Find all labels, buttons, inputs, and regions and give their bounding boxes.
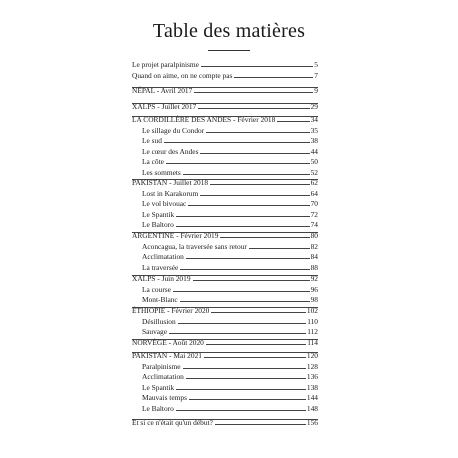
toc-entry-label: PAKISTAN - Mai 2021 <box>132 351 202 360</box>
toc-page-number: 92 <box>310 274 318 283</box>
toc-page-number: 128 <box>306 361 318 371</box>
toc-entry-label: PAKISTAN - Juillet 2018 <box>132 178 209 187</box>
toc-page-number: 74 <box>310 220 318 229</box>
toc-leader-line <box>164 142 310 143</box>
toc-leader-line <box>277 121 309 122</box>
toc-subentry[interactable] <box>142 263 318 272</box>
toc-page-number: 120 <box>306 351 318 360</box>
toc-page-number: 84 <box>310 252 318 261</box>
toc-page-number: 35 <box>310 125 318 135</box>
toc-page-number: 34 <box>310 115 318 124</box>
toc-subentry[interactable] <box>142 126 318 135</box>
toc-leader-line <box>166 163 310 164</box>
toc-entry-label: Lost in Karakorum <box>142 188 199 198</box>
toc-leader-line <box>249 248 310 249</box>
toc-page-number: 138 <box>306 382 318 392</box>
toc-leader-line <box>220 237 309 238</box>
toc-leader-line <box>169 333 306 334</box>
toc-page-number: 64 <box>310 188 318 198</box>
toc-subentry[interactable] <box>142 136 318 145</box>
toc-leader-line <box>188 205 309 206</box>
toc-entry-label: Désillusion <box>142 316 176 326</box>
toc-leader-line <box>176 226 310 227</box>
toc-entry-label: NORVÈGE - Août 2020 <box>132 338 204 347</box>
toc-leader-line <box>186 258 310 259</box>
toc-entry[interactable] <box>132 274 318 283</box>
toc-leader-line <box>210 184 309 185</box>
page-title: Table des matières <box>152 20 306 42</box>
toc-entry-label: Le Baltoro <box>142 220 174 229</box>
toc-entry[interactable] <box>132 71 318 80</box>
toc-entry[interactable] <box>132 351 318 360</box>
toc-subentry[interactable] <box>142 393 318 402</box>
toc-entry-label: Le Spantik <box>142 382 175 392</box>
toc-entry-label: Le Baltoro <box>142 403 174 413</box>
toc-page-number: 148 <box>306 403 318 413</box>
toc-leader-line <box>176 389 306 390</box>
toc-entry-label: Mont-Blanc <box>142 295 178 304</box>
toc-entry-label: Et si ce n'était qu'un début? <box>132 418 213 427</box>
toc-entry-label: Quand on aime, on ne compte pas <box>132 70 233 80</box>
toc-entry-label: Le sillage du Condor <box>142 125 205 135</box>
toc-entry[interactable] <box>132 231 318 240</box>
toc-entry[interactable] <box>132 102 318 111</box>
toc-entry-label: Le vol bivouac <box>142 199 187 208</box>
toc-page-number: 62 <box>310 178 318 187</box>
toc-page-number: 52 <box>310 167 318 177</box>
toc-entry-label: Le projet paralpinisme <box>132 60 199 69</box>
toc-page-number: 80 <box>310 231 318 240</box>
toc-leader-line <box>215 424 306 425</box>
toc-entry[interactable] <box>132 178 318 187</box>
toc-entry-label: ÉTHIOPIE - Février 2020 <box>132 306 210 315</box>
toc-page-number: 96 <box>310 284 318 294</box>
toc-entry[interactable] <box>132 115 318 124</box>
title-underline <box>208 50 250 51</box>
toc-subentry[interactable] <box>142 199 318 208</box>
toc-leader-line <box>200 153 309 154</box>
toc-leader-line <box>206 344 306 345</box>
toc-page-number: 98 <box>310 295 318 304</box>
toc-subentry[interactable] <box>142 252 318 261</box>
toc-entry-label: Acclimatation <box>142 252 184 261</box>
toc-entry-label: Les sommets <box>142 167 181 177</box>
toc-entry-label: Le Spantik <box>142 209 175 219</box>
toc-page-number: 7 <box>314 70 318 80</box>
toc-subentry[interactable] <box>142 372 318 381</box>
toc-leader-line <box>201 66 313 67</box>
toc-leader-line <box>186 378 306 379</box>
toc-page-number: 44 <box>310 146 318 156</box>
toc-subentry[interactable] <box>142 210 318 219</box>
toc-entry-label: LA CORDILLÈRE DES ANDES - Février 2018 <box>132 115 276 124</box>
toc-entry-label: Aconcagua, la traversée sans retour <box>142 241 247 251</box>
toc-entry-label: XALPS - Juillet 2017 <box>132 102 197 111</box>
toc-subentry[interactable] <box>142 147 318 156</box>
toc-entry[interactable] <box>132 418 318 427</box>
toc-subentry[interactable] <box>142 220 318 229</box>
toc-leader-line <box>206 132 309 133</box>
toc-leader-line <box>180 301 310 302</box>
toc-page-number: 114 <box>307 338 318 347</box>
toc-page-number: 72 <box>310 209 318 219</box>
toc-entry-label: La côte <box>142 157 164 166</box>
toc-leader-line <box>194 92 313 93</box>
toc-page-number: 156 <box>306 418 318 427</box>
toc-leader-line <box>204 357 306 358</box>
toc-page-number: 102 <box>306 306 318 315</box>
toc-subentry[interactable] <box>142 362 318 371</box>
toc-subentry[interactable] <box>142 295 318 304</box>
toc-entry-label: Paralpinisme <box>142 361 181 371</box>
toc-page-number: 5 <box>314 60 318 69</box>
toc-leader-line <box>189 399 306 400</box>
toc-page-number: 29 <box>310 102 318 111</box>
toc-leader-line <box>193 280 310 281</box>
toc-page-number: 50 <box>310 157 318 166</box>
toc-entry-label: Mauvais temps <box>142 393 187 402</box>
toc-leader-line <box>173 291 310 292</box>
toc-leader-line <box>200 195 309 196</box>
toc-page-number: 38 <box>310 136 318 145</box>
toc-entry[interactable] <box>132 86 318 95</box>
toc-entry[interactable] <box>132 306 318 315</box>
toc-entry[interactable] <box>132 338 318 347</box>
toc-subentry[interactable] <box>142 242 318 251</box>
toc-leader-line <box>211 312 306 313</box>
toc-page-number: 112 <box>307 327 318 336</box>
toc-subentry[interactable] <box>142 404 318 413</box>
toc-page-number: 88 <box>310 262 318 272</box>
toc-leader-line <box>176 216 309 217</box>
toc-subentry[interactable] <box>142 285 318 294</box>
toc-entry-label: Acclimatation <box>142 372 184 381</box>
toc-entry-label: Le cœur des Andes <box>142 146 199 156</box>
toc-leader-line <box>234 77 313 78</box>
toc-page-number: 144 <box>306 393 318 402</box>
toc-entry-label: La traversée <box>142 262 179 272</box>
toc-subentry[interactable] <box>142 317 318 326</box>
toc-subentry[interactable] <box>142 327 318 336</box>
toc-entry-label: NÉPAL - Avril 2017 <box>132 86 193 95</box>
toc-page-number: 110 <box>307 316 318 326</box>
toc-entry-label: ARGENTINE - Février 2019 <box>132 231 219 240</box>
toc-entry-label: XALPS - Juin 2019 <box>132 274 191 283</box>
toc-subentry[interactable] <box>142 157 318 166</box>
toc-entry-label: Le sud <box>142 136 162 145</box>
toc-leader-line <box>198 108 309 109</box>
toc-leader-line <box>183 174 310 175</box>
toc-leader-line <box>176 410 306 411</box>
toc-page-number: 9 <box>314 86 318 95</box>
toc-leader-line <box>180 269 309 270</box>
toc-entry[interactable] <box>132 60 318 69</box>
toc-page-number: 70 <box>310 199 318 208</box>
toc-leader-line <box>178 323 307 324</box>
toc-leader-line <box>183 368 306 369</box>
toc-page-number: 136 <box>306 372 318 381</box>
toc-entry-label: La course <box>142 284 171 294</box>
toc-subentry[interactable] <box>142 189 318 198</box>
toc-entry-label: Sauvage <box>142 327 168 336</box>
toc-subentry[interactable] <box>142 168 318 177</box>
toc-subentry[interactable] <box>142 383 318 392</box>
toc-page-number: 82 <box>310 241 318 251</box>
